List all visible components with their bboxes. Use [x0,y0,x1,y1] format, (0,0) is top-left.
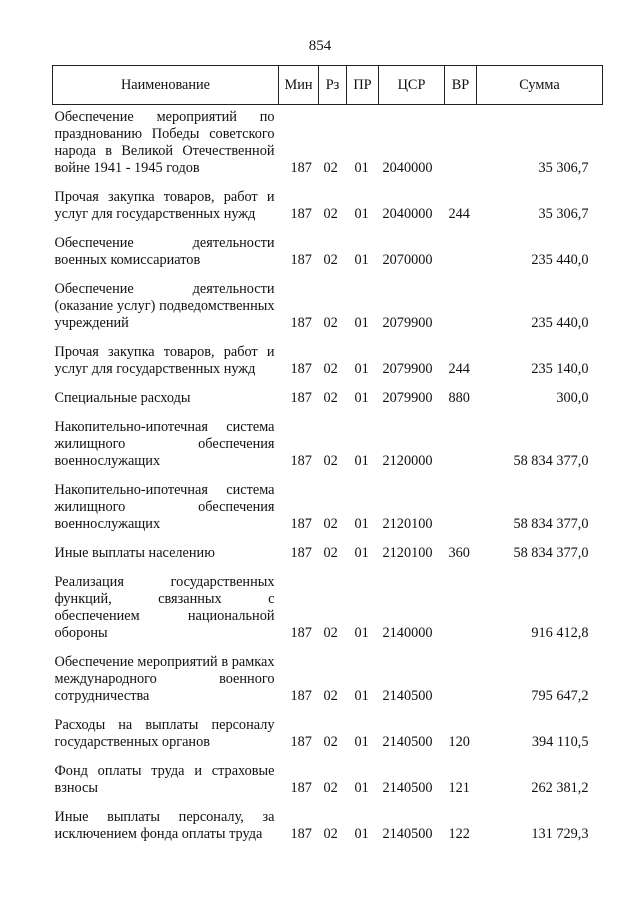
cell-vr: 120 [448,734,470,750]
cell-name: Реализация государственных функций, связанных с обеспечением национальной обороны [54,574,275,641]
cell-pr: 01 [354,453,369,469]
cell-min: 187 [290,516,312,532]
table-row [53,332,603,378]
header-sum: Сумма [477,66,603,105]
header-row [53,66,603,105]
cell-min: 187 [290,545,312,561]
cell-csr: 2079900 [382,315,433,331]
cell-sum: 916 412,8 [531,625,589,641]
cell-rz: 02 [323,625,338,641]
table-row [53,177,603,223]
cell-vr [445,562,477,642]
cell-sum: 35 306,7 [538,160,589,176]
cell-pr: 01 [354,734,369,750]
cell-sum: 58 834 377,0 [513,516,589,532]
header-pr: ПР [347,66,379,105]
cell-csr: 2040000 [382,206,433,222]
cell-vr: 360 [448,545,470,561]
table-row [53,642,603,705]
header-csr: ЦСР [379,66,445,105]
cell-name: Обеспечение деятельности (оказание услуг) подведомственных учреждений [54,281,275,331]
cell-rz: 02 [323,252,338,268]
cell-min: 187 [290,826,312,842]
cell-rz: 02 [323,160,338,176]
cell-name: Обеспечение деятельности военных комиссариатов [54,235,275,268]
cell-sum: 35 306,7 [538,206,589,222]
cell-pr: 01 [354,206,369,222]
table-row [53,223,603,269]
budget-table [52,65,603,843]
cell-name: Иные выплаты населению [54,545,215,561]
cell-min: 187 [290,315,312,331]
cell-min: 187 [290,252,312,268]
cell-name: Накопительно-ипотечная система жилищного обеспечения военнослужащих [54,482,275,532]
table-row [53,105,603,178]
table-body [53,105,603,844]
cell-rz: 02 [323,516,338,532]
table-row [53,562,603,642]
cell-csr: 2140500 [382,826,433,842]
cell-vr: 122 [448,826,470,842]
cell-min: 187 [290,361,312,377]
cell-sum: 131 729,3 [531,826,589,842]
header-min: Мин [279,66,319,105]
cell-min: 187 [290,160,312,176]
cell-min: 187 [290,625,312,641]
cell-csr: 2140500 [382,734,433,750]
cell-csr: 2070000 [382,252,433,268]
cell-pr: 01 [354,516,369,532]
cell-csr: 2079900 [382,390,433,406]
cell-rz: 02 [323,688,338,704]
cell-pr: 01 [354,826,369,842]
cell-vr: 244 [448,361,470,377]
cell-vr: 244 [448,206,470,222]
cell-sum: 795 647,2 [531,688,589,704]
cell-csr: 2120000 [382,453,433,469]
cell-pr: 01 [354,625,369,641]
cell-pr: 01 [354,315,369,331]
table-row [53,705,603,751]
cell-name: Иные выплаты персоналу, за исключением фонда оплаты труда [54,809,275,842]
cell-csr: 2140500 [382,688,433,704]
cell-min: 187 [290,688,312,704]
cell-vr [445,470,477,533]
cell-csr: 2140500 [382,780,433,796]
cell-csr: 2040000 [382,160,433,176]
cell-vr: 880 [448,390,470,406]
cell-sum: 235 440,0 [531,252,589,268]
cell-name: Прочая закупка товаров, работ и услуг для государственных нужд [54,189,275,222]
cell-pr: 01 [354,361,369,377]
cell-vr [445,223,477,269]
cell-rz: 02 [323,315,338,331]
cell-name: Обеспечение мероприятий в рамках международного военного сотрудничества [54,654,275,704]
cell-csr: 2140000 [382,625,433,641]
cell-name: Расходы на выплаты персоналу государственных органов [54,717,275,750]
cell-sum: 235 140,0 [531,361,589,377]
cell-rz: 02 [323,734,338,750]
table-row [53,751,603,797]
cell-vr [445,269,477,332]
cell-rz: 02 [323,826,338,842]
cell-pr: 01 [354,390,369,406]
cell-pr: 01 [354,780,369,796]
cell-vr: 121 [448,780,470,796]
cell-sum: 300,0 [556,390,589,406]
cell-min: 187 [290,780,312,796]
cell-pr: 01 [354,688,369,704]
cell-pr: 01 [354,252,369,268]
cell-pr: 01 [354,160,369,176]
cell-vr [445,105,477,178]
table-row [53,470,603,533]
cell-rz: 02 [323,453,338,469]
cell-min: 187 [290,206,312,222]
table-row [53,407,603,470]
cell-name: Специальные расходы [54,390,191,406]
cell-csr: 2120100 [382,516,433,532]
cell-sum: 262 381,2 [531,780,589,796]
table-header [53,66,603,105]
cell-rz: 02 [323,545,338,561]
cell-vr [445,642,477,705]
table-row [53,533,603,562]
page-number: 854 [308,38,332,54]
cell-name: Обеспечение мероприятий по празднованию Победы советского народа в Великой Отечественной войне 1941 - 1945 годов [54,109,275,176]
cell-name: Прочая закупка товаров, работ и услуг для государственных нужд [54,344,275,377]
cell-sum: 394 110,5 [531,734,589,750]
cell-rz: 02 [323,206,338,222]
cell-name: Фонд оплаты труда и страховые взносы [54,763,275,796]
cell-rz: 02 [323,780,338,796]
cell-pr: 01 [354,545,369,561]
table-row [53,269,603,332]
header-rz: Рз [319,66,347,105]
header-vr: ВР [445,66,477,105]
cell-min: 187 [290,734,312,750]
cell-min: 187 [290,390,312,406]
cell-sum: 58 834 377,0 [513,453,589,469]
cell-sum: 235 440,0 [531,315,589,331]
cell-sum: 58 834 377,0 [513,545,589,561]
table-row [53,797,603,843]
cell-vr [445,407,477,470]
cell-rz: 02 [323,361,338,377]
cell-rz: 02 [323,390,338,406]
cell-csr: 2120100 [382,545,433,561]
cell-min: 187 [290,453,312,469]
header-name: Наименование [53,66,279,105]
cell-name: Накопительно-ипотечная система жилищного обеспечения военнослужащих [54,419,275,469]
table-row [53,378,603,407]
cell-csr: 2079900 [382,361,433,377]
